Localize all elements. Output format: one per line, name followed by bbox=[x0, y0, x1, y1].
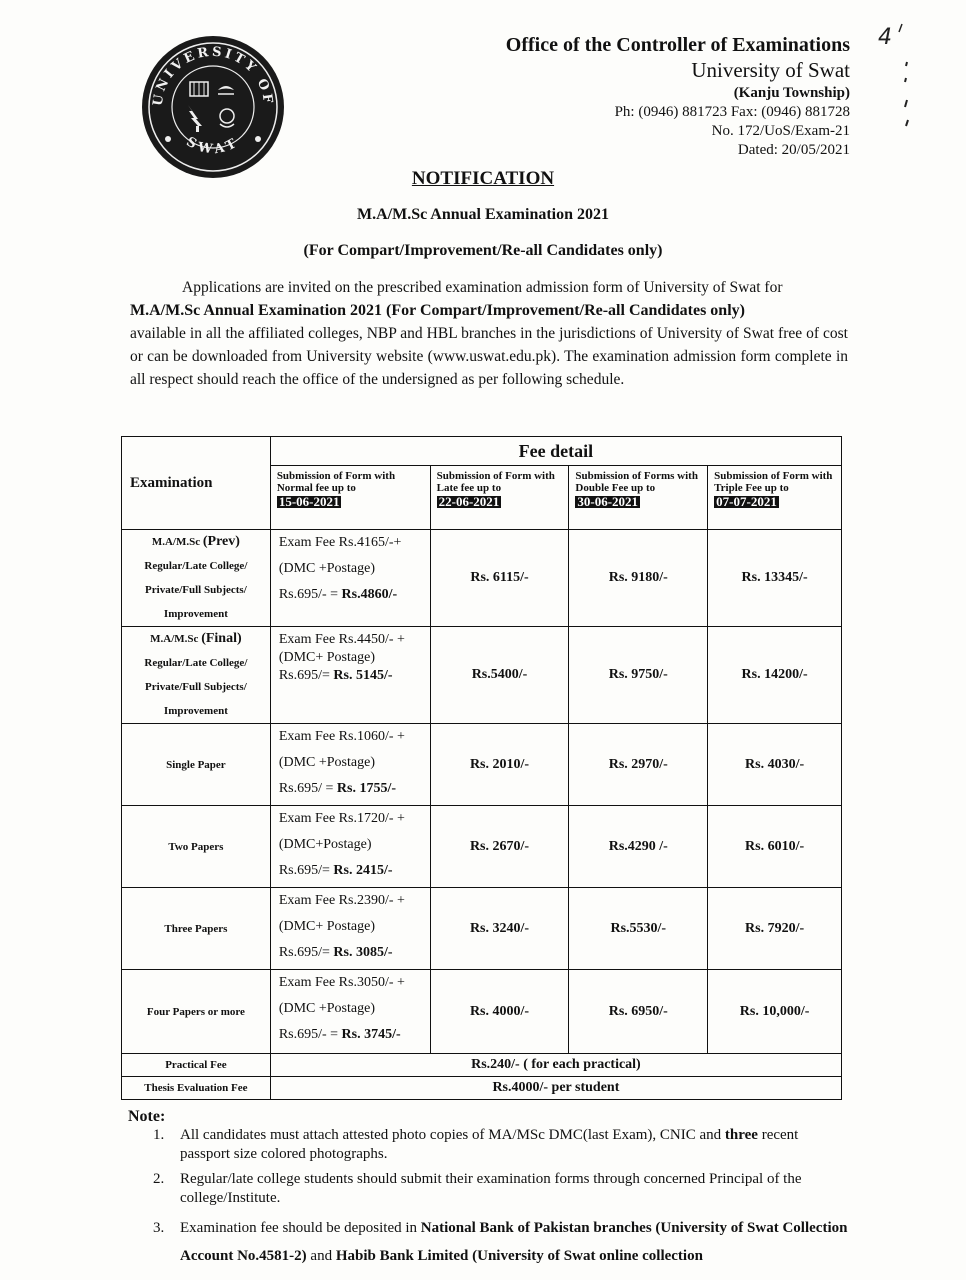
table-row bbox=[122, 627, 842, 724]
double-fee-cell: Rs. 9750/- bbox=[569, 627, 708, 724]
office-name: Office of the Controller of Examinations bbox=[505, 34, 850, 56]
triple-fee-cell: Rs. 7920/- bbox=[708, 888, 842, 970]
triple-fee-cell: Rs. 6010/- bbox=[708, 806, 842, 888]
list-item: 2. Regular/late college students should submit their examination forms through concerned Principal of the college/Institute. bbox=[153, 1171, 802, 1206]
svg-text:4: 4 bbox=[878, 25, 892, 50]
double-fee-cell: Rs.5530/- bbox=[569, 888, 708, 970]
table-row bbox=[122, 806, 842, 888]
university-name: University of Swat bbox=[691, 58, 850, 82]
exam-title: M.A/M.Sc Annual Examination 2021 bbox=[356, 206, 610, 223]
intro-line-3: available in all the affiliated colleges, NBP and HBL branches in the jurisdictions of University of Swat free of cost or can be downloaded from University website (www.uswat.edu.pk). The examination admission form complete in all respect should reach the office of the undersigned as per following schedule. bbox=[130, 325, 848, 388]
office-header bbox=[506, 33, 850, 160]
double-fee-cell: Rs.4290 /- bbox=[569, 806, 708, 888]
normal-fee-cell: Exam Fee Rs.1720/- + (DMC+Postage) Rs.695/= Rs. 2415/- bbox=[270, 806, 430, 888]
intro-line-1: Applications are invited on the prescribed examination admission form of University of Swat for bbox=[182, 279, 783, 296]
late-fee-cell: Rs. 4000/- bbox=[430, 970, 569, 1054]
col-double-fee: Submission of Forms with Double Fee up to 30-06-2021 bbox=[569, 466, 708, 530]
location: (Kanju Township) bbox=[733, 85, 850, 101]
fee-detail-header: Fee detail bbox=[270, 437, 841, 466]
col-triple-fee: Submission of Form with Triple Fee up to 07-07-2021 bbox=[708, 466, 842, 530]
practical-fee-row bbox=[122, 1054, 842, 1077]
normal-fee-cell: Exam Fee Rs.1060/- + (DMC +Postage) Rs.695/ = Rs. 1755/- bbox=[270, 724, 430, 806]
date-line: Dated: 20/05/2021 bbox=[737, 142, 850, 158]
thesis-fee-value: Rs.4000/- per student bbox=[270, 1077, 841, 1100]
table-row bbox=[122, 888, 842, 970]
late-fee-cell: Rs. 6115/- bbox=[430, 530, 569, 627]
triple-fee-cell: Rs. 13345/- bbox=[708, 530, 842, 627]
table-row bbox=[122, 724, 842, 806]
double-fee-cell: Rs. 6950/- bbox=[569, 970, 708, 1054]
row-label: Four Papers or more bbox=[122, 970, 271, 1054]
phone-fax: Ph: (0946) 881723 Fax: (0946) 881728 bbox=[614, 104, 850, 120]
svg-text:UNIVERSITY OF: UNIVERSITY OF bbox=[150, 44, 276, 107]
practical-fee-value: Rs.240/- ( for each practical) bbox=[270, 1054, 841, 1077]
triple-fee-cell: Rs. 4030/- bbox=[708, 724, 842, 806]
late-fee-cell: Rs. 2670/- bbox=[430, 806, 569, 888]
row-label: Practical Fee bbox=[122, 1054, 271, 1077]
table-row bbox=[122, 530, 842, 627]
row-label: Two Papers bbox=[122, 806, 271, 888]
intro-line-2: M.A/M.Sc Annual Examination 2021 (For Compart/Improvement/Re-all Candidates only) bbox=[130, 302, 745, 319]
list-item: 1. All candidates must attach attested photo copies of MA/MSc DMC(last Exam), CNIC and three recent passport size colored photographs. bbox=[153, 1127, 799, 1162]
normal-fee-cell: Exam Fee Rs.4450/- + (DMC+ Postage) Rs.695/= Rs. 5145/- bbox=[270, 627, 430, 724]
examination-header: Examination bbox=[122, 437, 271, 530]
intro-paragraph bbox=[130, 276, 848, 391]
normal-fee-cell: Exam Fee Rs.4165/-+ (DMC +Postage) Rs.695/- = Rs.4860/- bbox=[270, 530, 430, 627]
fee-table bbox=[121, 436, 842, 1100]
late-fee-cell: Rs. 3240/- bbox=[430, 888, 569, 970]
double-fee-cell: Rs. 2970/- bbox=[569, 724, 708, 806]
row-label: Three Papers bbox=[122, 888, 271, 970]
row-label: M.A/M.Sc (Prev) Regular/Late College/ Private/Full Subjects/ Improvement bbox=[122, 530, 271, 627]
thesis-fee-row bbox=[122, 1077, 842, 1100]
table-row bbox=[122, 970, 842, 1054]
reference-number: No. 172/UoS/Exam-21 bbox=[711, 123, 850, 139]
row-label: Thesis Evaluation Fee bbox=[122, 1077, 271, 1100]
notes-title: Note: bbox=[128, 1108, 166, 1125]
normal-fee-cell: Exam Fee Rs.3050/- + (DMC +Postage) Rs.695/- = Rs. 3745/- bbox=[270, 970, 430, 1054]
triple-fee-cell: Rs. 14200/- bbox=[708, 627, 842, 724]
handwritten-page-mark bbox=[874, 20, 914, 130]
university-seal-logo bbox=[140, 34, 286, 180]
svg-text:SWAT: SWAT bbox=[183, 134, 243, 158]
col-normal-fee: Submission of Form with Normal fee up to 15-06-2021 bbox=[270, 466, 430, 530]
late-fee-cell: Rs. 2010/- bbox=[430, 724, 569, 806]
triple-fee-cell: Rs. 10,000/- bbox=[708, 970, 842, 1054]
notes-list bbox=[153, 1126, 848, 1276]
normal-fee-cell: Exam Fee Rs.2390/- + (DMC+ Postage) Rs.695/= Rs. 3085/- bbox=[270, 888, 430, 970]
list-item: 3. Examination fee should be deposited in National Bank of Pakistan branches (University of Swat Collection Account No.4581-2) and Habib Bank Limited (University of Swat online collection bbox=[153, 1220, 848, 1264]
late-fee-cell: Rs.5400/- bbox=[430, 627, 569, 724]
notification-title: NOTIFICATION bbox=[411, 168, 555, 189]
col-late-fee: Submission of Form with Late fee up to 22-06-2021 bbox=[430, 466, 569, 530]
double-fee-cell: Rs. 9180/- bbox=[569, 530, 708, 627]
row-label: M.A/M.Sc (Final) Regular/Late College/ Private/Full Subjects/ Improvement bbox=[122, 627, 271, 724]
candidates-subtitle: (For Compart/Improvement/Re-all Candidates only) bbox=[303, 242, 663, 259]
row-label: Single Paper bbox=[122, 724, 271, 806]
